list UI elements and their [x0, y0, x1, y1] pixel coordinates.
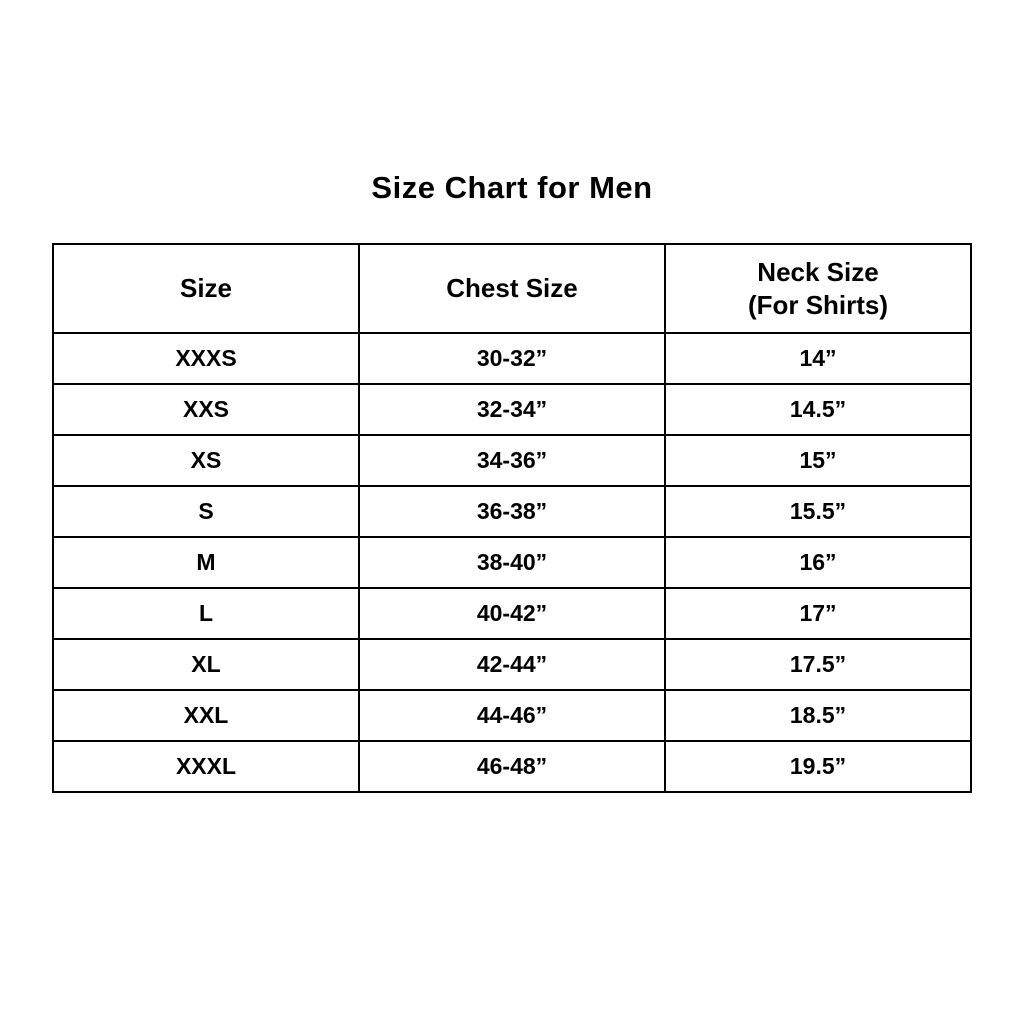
page-title: Size Chart for Men [371, 170, 653, 205]
cell-size: S [53, 486, 359, 537]
cell-size: M [53, 537, 359, 588]
cell-size: L [53, 588, 359, 639]
header-label-chest: Chest Size [446, 273, 578, 304]
cell-chest: 32-34” [359, 384, 665, 435]
cell-size: XXL [53, 690, 359, 741]
cell-size: XL [53, 639, 359, 690]
cell-chest: 34-36” [359, 435, 665, 486]
table-header [53, 244, 971, 333]
table-row [53, 741, 971, 792]
header-cell-size [53, 244, 359, 333]
cell-size: XS [53, 435, 359, 486]
cell-size: XXXL [53, 741, 359, 792]
table-row [53, 588, 971, 639]
cell-neck: 15” [665, 435, 971, 486]
table-row [53, 537, 971, 588]
cell-chest: 30-32” [359, 333, 665, 384]
header-label-size: Size [179, 273, 233, 304]
table-row [53, 384, 971, 435]
header-cell-neck [665, 244, 971, 333]
cell-chest: 36-38” [359, 486, 665, 537]
header-row [53, 244, 971, 333]
cell-size: XXXS [53, 333, 359, 384]
table-row [53, 333, 971, 384]
table-row [53, 486, 971, 537]
cell-neck: 17.5” [665, 639, 971, 690]
table-row [53, 435, 971, 486]
cell-chest: 38-40” [359, 537, 665, 588]
size-chart-table [52, 243, 972, 793]
table-row [53, 639, 971, 690]
cell-neck: 18.5” [665, 690, 971, 741]
cell-chest: 44-46” [359, 690, 665, 741]
header-cell-chest [359, 244, 665, 333]
cell-chest: 42-44” [359, 639, 665, 690]
cell-neck: 17” [665, 588, 971, 639]
cell-neck: 16” [665, 537, 971, 588]
header-label-neck-line2: (For Shirts) [747, 289, 889, 320]
cell-neck: 19.5” [665, 741, 971, 792]
cell-neck: 14.5” [665, 384, 971, 435]
table-row [53, 690, 971, 741]
header-label-neck-line1: Neck Size [757, 257, 879, 287]
cell-chest: 40-42” [359, 588, 665, 639]
table-body [53, 333, 971, 792]
cell-size: XXS [53, 384, 359, 435]
cell-neck: 14” [665, 333, 971, 384]
cell-chest: 46-48” [359, 741, 665, 792]
cell-neck: 15.5” [665, 486, 971, 537]
